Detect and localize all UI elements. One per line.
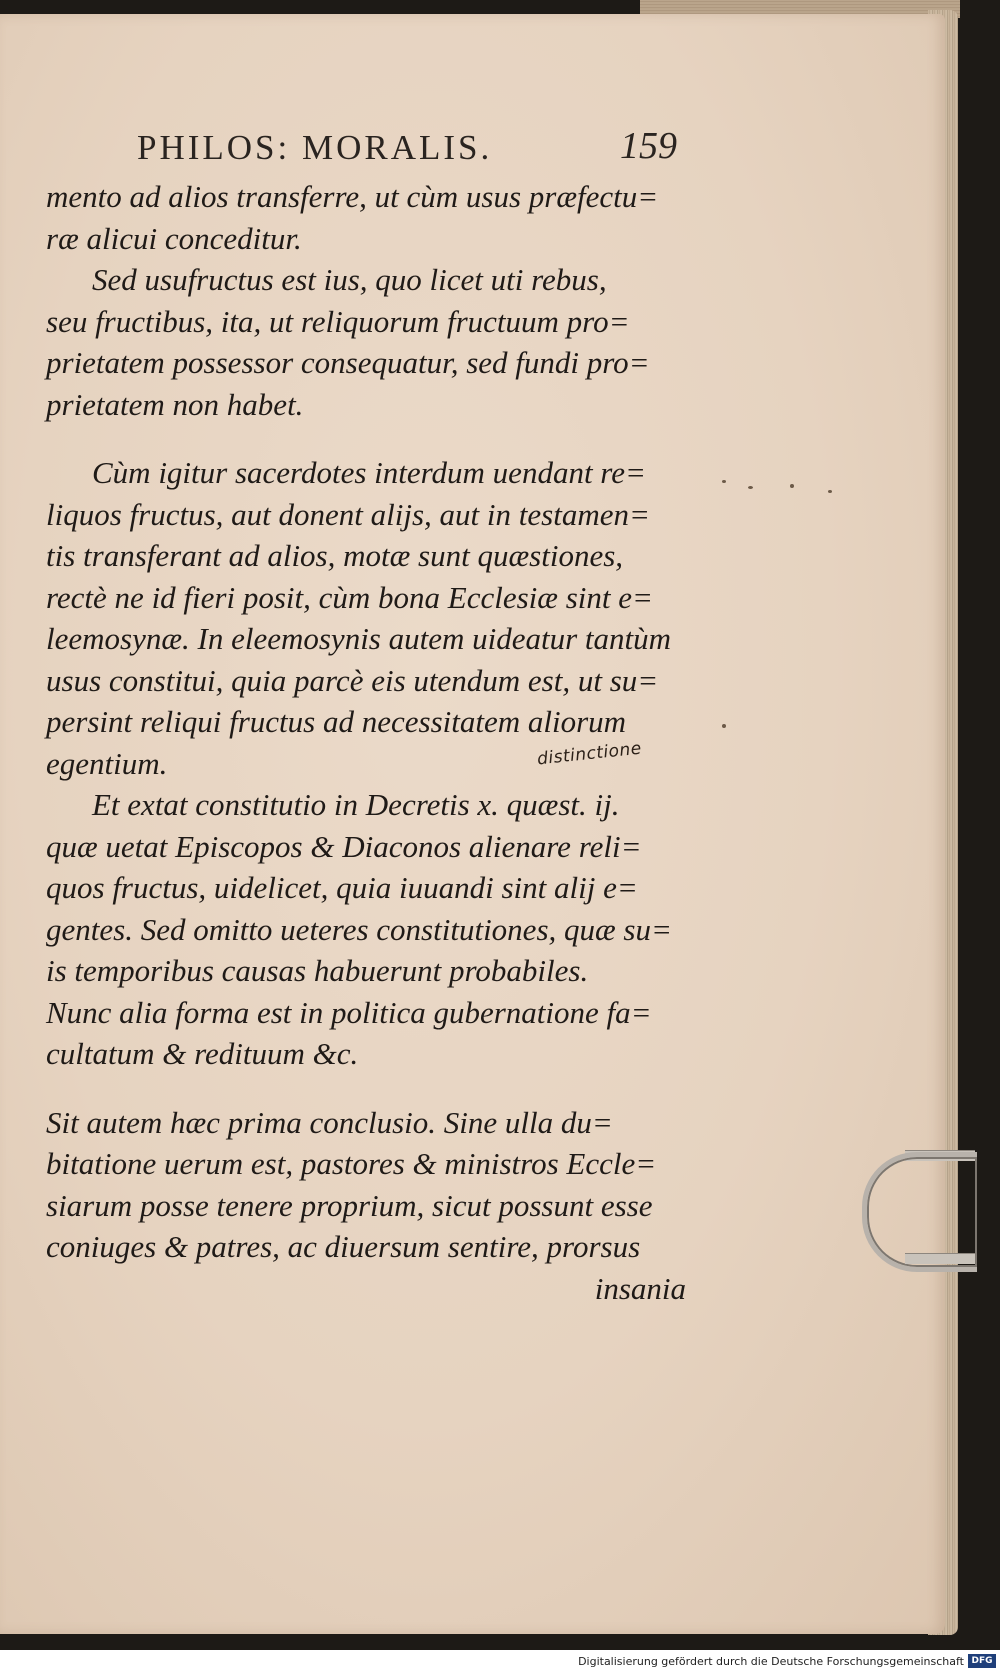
- handwritten-marginal-note: distinctione: [536, 738, 643, 770]
- text-line: mento ad alios transferre, ut cùm usus præfectu=: [46, 179, 659, 214]
- paper-speck: [722, 724, 726, 728]
- text-line: ræ alicui conceditur.: [46, 220, 302, 256]
- text-line: gentes. Sed omitto ueteres constitutiones, quæ su=: [46, 911, 672, 947]
- page-number: 159: [620, 125, 677, 167]
- text-line: Nunc alia forma est in politica gubernatione fa=: [46, 994, 652, 1030]
- paragraph-gap: [46, 425, 686, 452]
- text-line: Sed usufructus est ius, quo licet uti rebus,: [92, 262, 607, 297]
- text-line: quæ uetat Episcopos & Diaconos alienare reli=: [46, 828, 642, 864]
- text-line: Et extat constitutio in Decretis x. quæst. ij.: [92, 787, 620, 822]
- paragraph-gap: [46, 1075, 686, 1102]
- text-line: usus constitui, quia parcè eis utendum est, ut su=: [46, 662, 659, 698]
- text-line: leemosynæ. In eleemosynis autem uideatur tantùm: [46, 621, 672, 656]
- text-line: liquos fructus, aut donent alijs, aut in testamen=: [46, 496, 650, 532]
- text-line: Cùm igitur sacerdotes interdum uendant re=: [92, 455, 646, 490]
- body-text: [46, 176, 686, 1309]
- text-line: tis transferant ad alios, motæ sunt quæstiones,: [46, 538, 624, 573]
- footer-bar: [0, 1650, 1000, 1673]
- paper-speck: [790, 484, 794, 488]
- text-line: Sit autem hæc prima conclusio. Sine ulla du=: [46, 1104, 613, 1140]
- text-line: rectè ne id fieri posit, cùm bona Ecclesiæ sint e=: [46, 579, 653, 615]
- text-line: bitatione uerum est, pastores & ministros Eccle=: [46, 1146, 657, 1181]
- paper-speck: [722, 480, 726, 483]
- paper-speck: [748, 486, 753, 489]
- running-head-title: PHILOS: MORALIS.: [137, 128, 493, 167]
- paper-speck: [828, 490, 832, 493]
- text-line: quos fructus, uidelicet, quia iuuandi sint alij e=: [46, 870, 638, 905]
- text-line: egentium.: [46, 745, 168, 781]
- text-line: is temporibus causas habuerunt probabiles.: [46, 953, 589, 988]
- text-line: prietatem non habet.: [46, 386, 304, 422]
- footer-credit: Digitalisierung gefördert durch die Deutsche Forschungsgemeinschaft: [578, 1655, 964, 1668]
- text-line: prietatem possessor consequatur, sed fundi pro=: [46, 345, 650, 380]
- text-line: seu fructibus, ita, ut reliquorum fructuum pro=: [46, 303, 630, 339]
- catchword: insania: [594, 1270, 686, 1306]
- page-clip-band-bottom: [905, 1253, 975, 1264]
- dfg-logo: DFG: [968, 1654, 996, 1668]
- text-line: persint reliqui fructus ad necessitatem aliorum: [46, 704, 627, 739]
- text-line: cultatum & redituum &c.: [46, 1036, 359, 1071]
- text-line: coniuges & patres, ac diuersum sentire, prorsus: [46, 1229, 641, 1264]
- running-head: [137, 125, 677, 172]
- text-line: siarum posse tenere proprium, sicut possunt esse: [46, 1187, 653, 1223]
